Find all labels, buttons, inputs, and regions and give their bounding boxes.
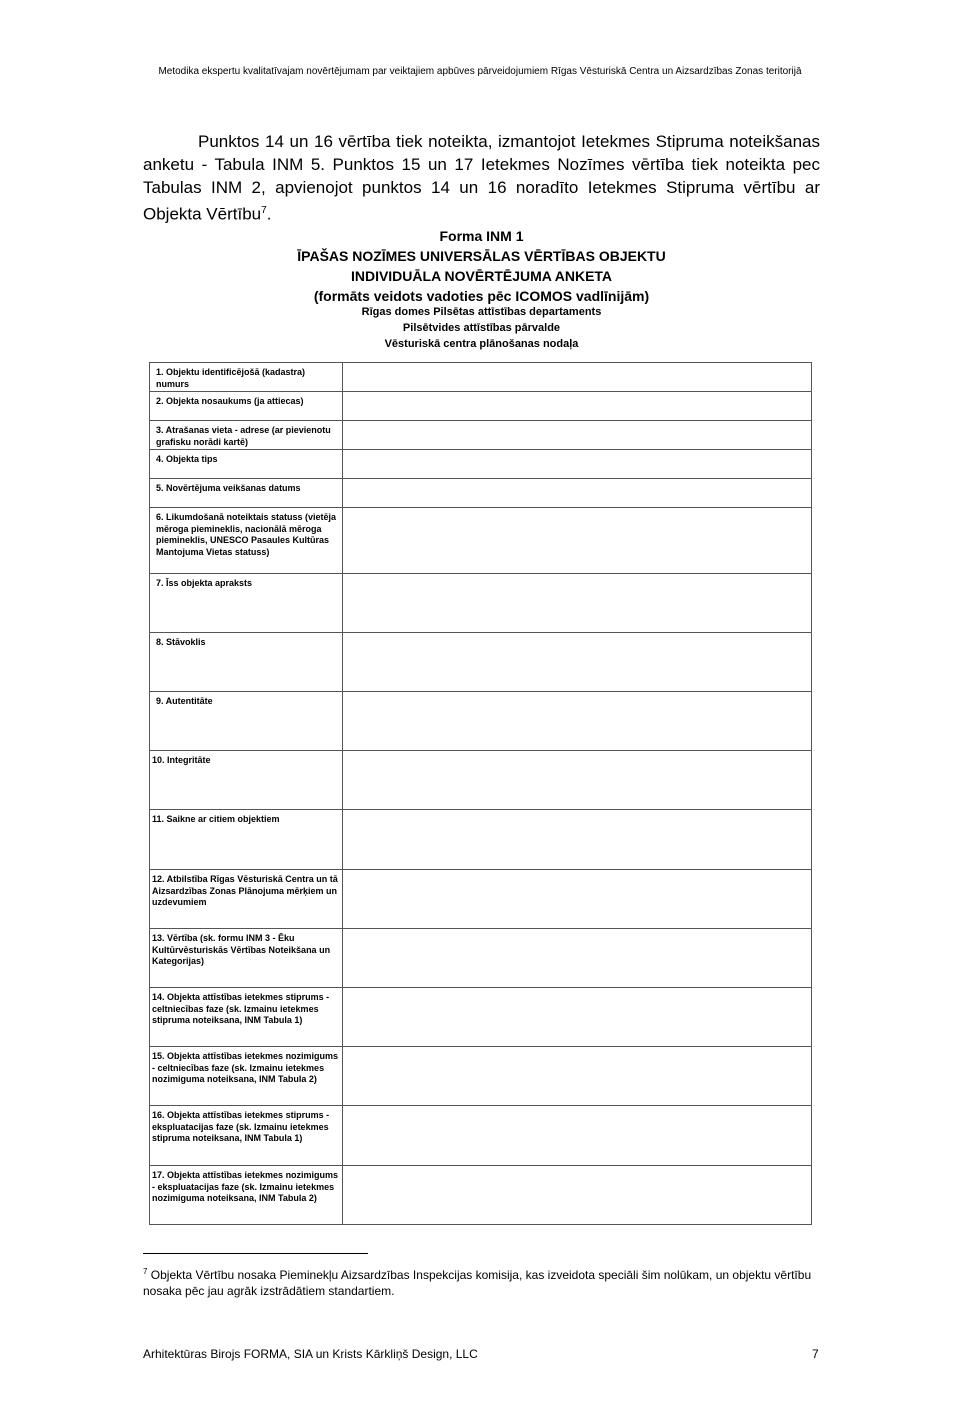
footnote-divider	[143, 1253, 368, 1254]
form-row-label: 12. Atbilstība Rīgas Vēsturiskā Centra un tā Aizsardzības Zonas Plānojuma mērķiem un uzdevumiem	[150, 870, 343, 929]
form-title-line2: INDIVIDUĀLA NOVĒRTĒJUMA ANKETA	[350, 268, 613, 284]
footnote-text: Objekta Vērtību nosaka Pieminekļu Aizsardzības Inspekcijas komisija, kas izveidota speciāli šim nolūkam, un objektu vērtību nosaka pēc jau agrāk izstrādātiem standartiem.	[143, 1268, 812, 1298]
form-row-value-field[interactable]	[343, 392, 812, 421]
form-row-label: 4. Objekta tips	[150, 450, 343, 479]
form-row	[150, 1166, 812, 1225]
form-row-value-field[interactable]	[343, 633, 812, 692]
form-row-label: 5. Novērtējuma veikšanas datums	[150, 479, 343, 508]
form-title-line1: ĪPAŠAS NOZĪMES UNIVERSĀLAS VĒRTĪBAS OBJEKTU	[297, 248, 666, 264]
form-row-value-field[interactable]	[343, 450, 812, 479]
form-row	[150, 1047, 812, 1106]
form-row-label: 6. Likumdošanā noteiktais statuss (vietēja mēroga piemineklis, nacionālā mēroga piemineklis, UNESCO Pasaules Kultūras Mantojuma Vietas statuss)	[150, 508, 343, 574]
form-row-value-field[interactable]	[343, 1047, 812, 1106]
form-row-label: 11. Saikne ar citiem objektiem	[150, 810, 343, 870]
form-row-value-field[interactable]	[343, 1166, 812, 1225]
form-row-label: 14. Objekta attīstības ietekmes stiprums - celtniecības faze (sk. Izmainu ietekmes stipruma noteiksana, INM Tabula 1)	[150, 988, 343, 1047]
footnote-number: 7	[143, 1267, 148, 1276]
footer-company: Arhitektūras Birojs FORMA, SIA un Krists Kārkliņš Design, LLC	[143, 1347, 478, 1361]
form-row-value-field[interactable]	[343, 363, 812, 392]
form-row-label: 7. Īss objekta apraksts	[150, 574, 343, 633]
form-row-value-field[interactable]	[343, 508, 812, 574]
running-header: Metodika ekspertu kvalitatīvajam novērtējumam par veiktajiem apbūves pārveidojumiem Rīgas Vēsturiskā Centra un Aizsardzības Zonas teritorijā	[158, 66, 802, 77]
intro-text: Punktos 14 un 16 vērtība tiek noteikta, izmantojot Ietekmes Stipruma noteikšanas anketu - Tabula INM 5. Punktos 15 un 17 Ietekmes Nozīmes vērtība tiek noteikta pec Tabulas INM 2, apvienojot punktos 14 un 16 noradīto Ietekmes Stipruma vērtību ar Objekta Vērtību	[143, 132, 820, 224]
intro-end: .	[266, 204, 272, 224]
form-row	[150, 692, 812, 751]
form-row	[150, 751, 812, 810]
form-row-label: 13. Vērtība (sk. formu INM 3 - Ēku Kultūrvēsturiskās Vērtības Noteikšana un Kategorijas)	[150, 929, 343, 988]
page-number: 7	[812, 1347, 819, 1361]
form-row	[150, 574, 812, 633]
form-row	[150, 479, 812, 508]
form-row-value-field[interactable]	[343, 810, 812, 870]
form-row-value-field[interactable]	[343, 421, 812, 450]
form-row-label: 1. Objektu identificējošā (kadastra) numurs	[150, 363, 343, 392]
form-row	[150, 988, 812, 1047]
footnote-ref[interactable]: 7	[261, 205, 267, 216]
form-row-value-field[interactable]	[343, 870, 812, 929]
form-row-label: 3. Atrašanas vieta - adrese (ar pievienotu grafisku norādi kartē)	[150, 421, 343, 450]
form-row-value-field[interactable]	[343, 988, 812, 1047]
org-line3: Vēsturiskā centra plānošanas nodaļa	[384, 338, 579, 350]
form-code: Forma INM 1	[439, 228, 524, 244]
form-row	[150, 870, 812, 929]
form-row-value-field[interactable]	[343, 1106, 812, 1166]
form-row	[150, 810, 812, 870]
form-row-label: 16. Objekta attīstības ietekmes stiprums - ekspluatacijas faze (sk. Izmainu ietekmes stipruma noteiksana, INM Tabula 1)	[150, 1106, 343, 1166]
org-line1: Rīgas domes Pilsētas attīstības departaments	[361, 306, 602, 318]
form-row	[150, 633, 812, 692]
form-row	[150, 508, 812, 574]
form-row-label: 2. Objekta nosaukums (ja attiecas)	[150, 392, 343, 421]
form-row-value-field[interactable]	[343, 929, 812, 988]
form-row-value-field[interactable]	[343, 692, 812, 751]
form-row-value-field[interactable]	[343, 751, 812, 810]
org-line2: Pilsētvides attīstības pārvalde	[402, 322, 561, 334]
form-row	[150, 1106, 812, 1166]
form-row-label: 10. Integritāte	[150, 751, 343, 810]
form-row	[150, 929, 812, 988]
intro-paragraph	[143, 130, 820, 226]
form-row	[150, 392, 812, 421]
form-row-label: 15. Objekta attīstības ietekmes nozimigums - celtniecības faze (sk. Izmainu ietekmes nozimiguma noteiksana, INM Tabula 2)	[150, 1047, 343, 1106]
form-row-label: 17. Objekta attīstības ietekmes nozimigums - ekspluatacijas faze (sk. Izmainu ietekmes nozimiguma noteiksana, INM Tabula 2)	[150, 1166, 343, 1225]
footnote	[143, 1264, 823, 1299]
form-row-value-field[interactable]	[343, 479, 812, 508]
form-title-line3: (formāts veidots vadoties pēc ICOMOS vadlīnijām)	[313, 288, 650, 304]
assessment-form-table	[149, 362, 812, 1225]
form-row-label: 9. Autentitāte	[150, 692, 343, 751]
form-row	[150, 421, 812, 450]
form-row-label: 8. Stāvoklis	[150, 633, 343, 692]
form-row	[150, 450, 812, 479]
form-row	[150, 363, 812, 392]
form-row-value-field[interactable]	[343, 574, 812, 633]
